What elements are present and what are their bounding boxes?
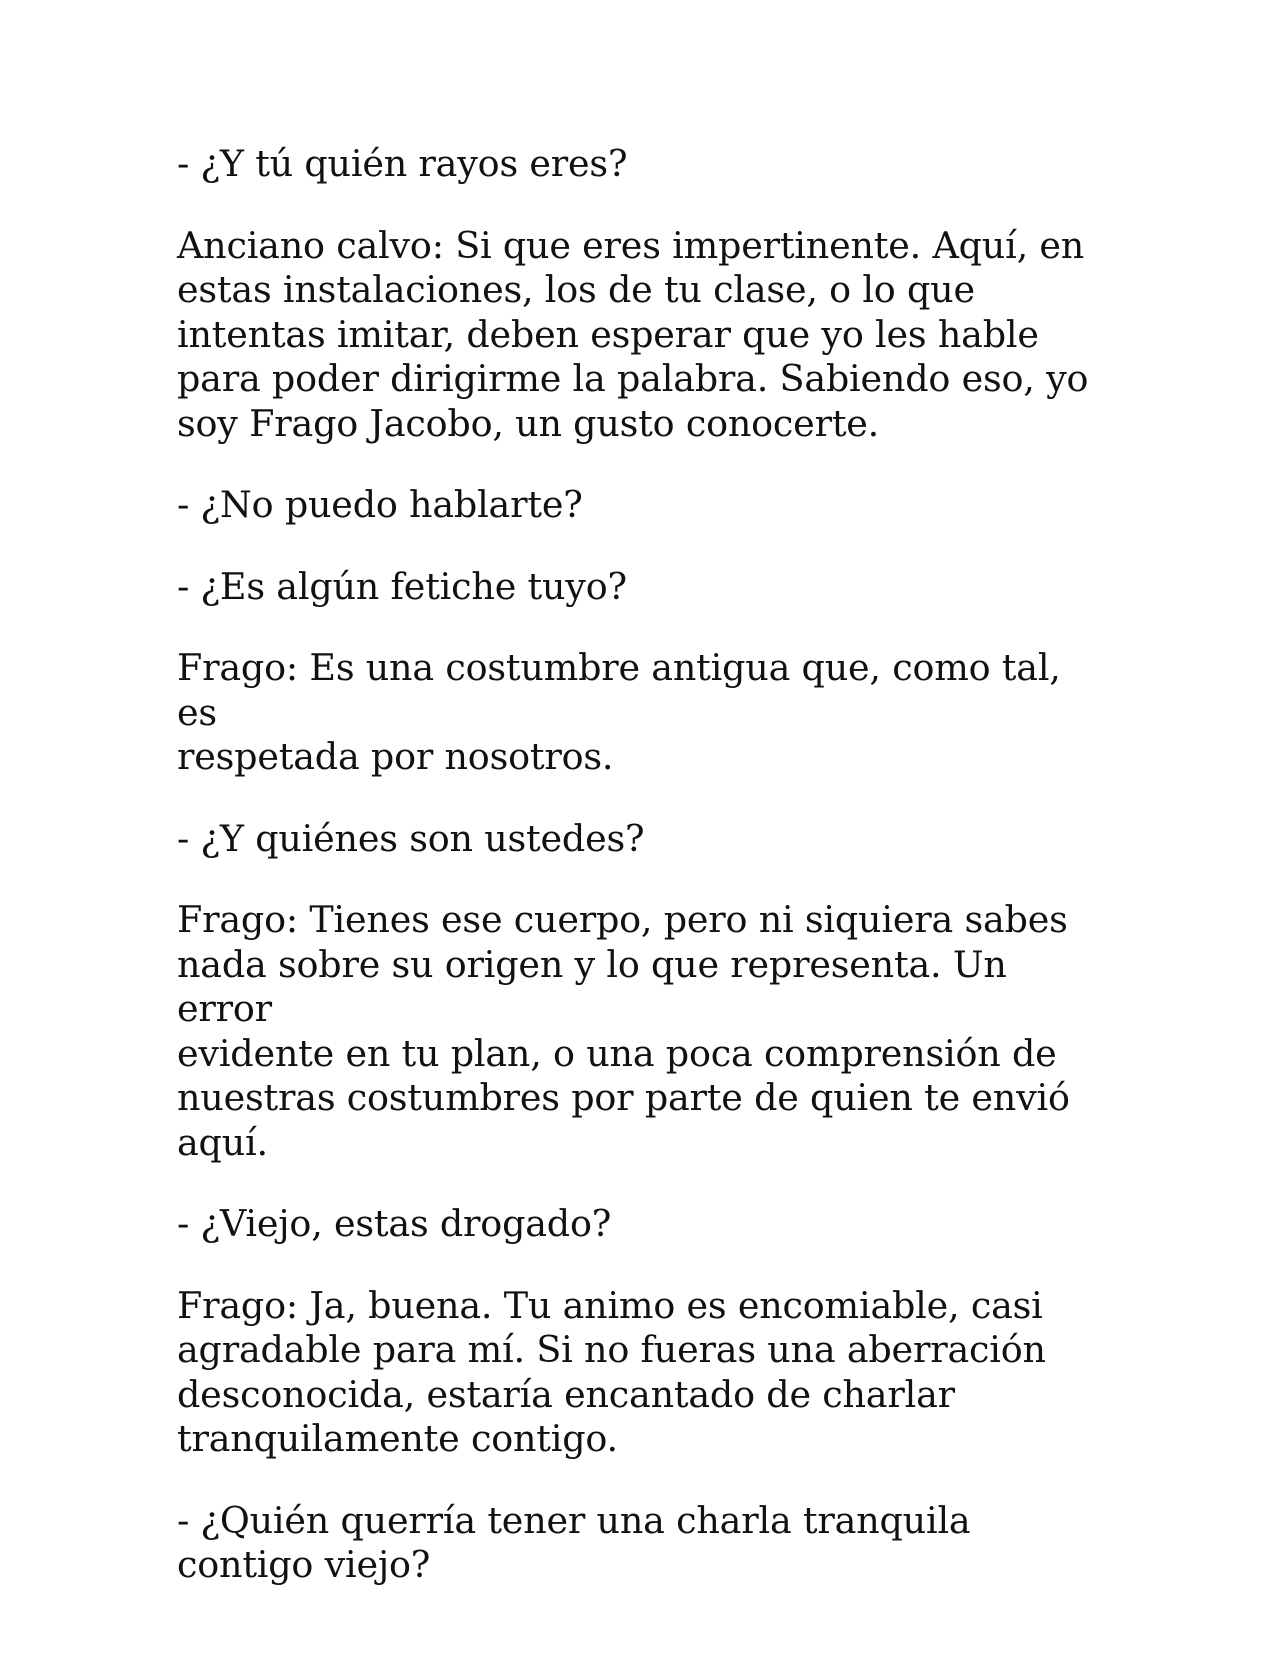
dialogue-paragraph: Frago: Tienes ese cuerpo, pero ni siquiera sabes nada sobre su origen y lo que representa. Un error evidente en tu plan, o una poca comprensión de nuestras costumbres por parte de quien te envió aquí.: [177, 898, 1070, 1164]
dialogue-paragraph: Anciano calvo: Si que eres impertinente. Aquí, en estas instalaciones, los de tu clase, o lo que intentas imitar, deben esperar que yo les hable para poder dirigirme la palabra. Sabiendo eso, yo soy Frago Jacobo, un gusto conocerte.: [177, 223, 1089, 445]
dialogue-paragraph: Frago: Es una costumbre antigua que, como tal, es respetada por nosotros.: [177, 646, 1061, 778]
dialogue-line: - ¿No puedo hablarte?: [177, 483, 583, 526]
dialogue-paragraph: - ¿Quién querría tener una charla tranquila contigo viejo?: [177, 1498, 971, 1586]
dialogue-line: - ¿Y tú quién rayos eres?: [177, 142, 628, 185]
dialogue-line: - ¿Y quiénes son ustedes?: [177, 816, 645, 860]
document-body: [177, 142, 1107, 1588]
dialogue-line: - ¿Viejo, estas drogado?: [177, 1202, 612, 1245]
dialogue-line: - ¿Es algún fetiche tuyo?: [177, 564, 627, 608]
dialogue-paragraph: Frago: Ja, buena. Tu animo es encomiable, casi agradable para mí. Si no fueras una aberración desconocida, estaría encantado de charlar tranquilamente contigo.: [177, 1283, 1046, 1460]
